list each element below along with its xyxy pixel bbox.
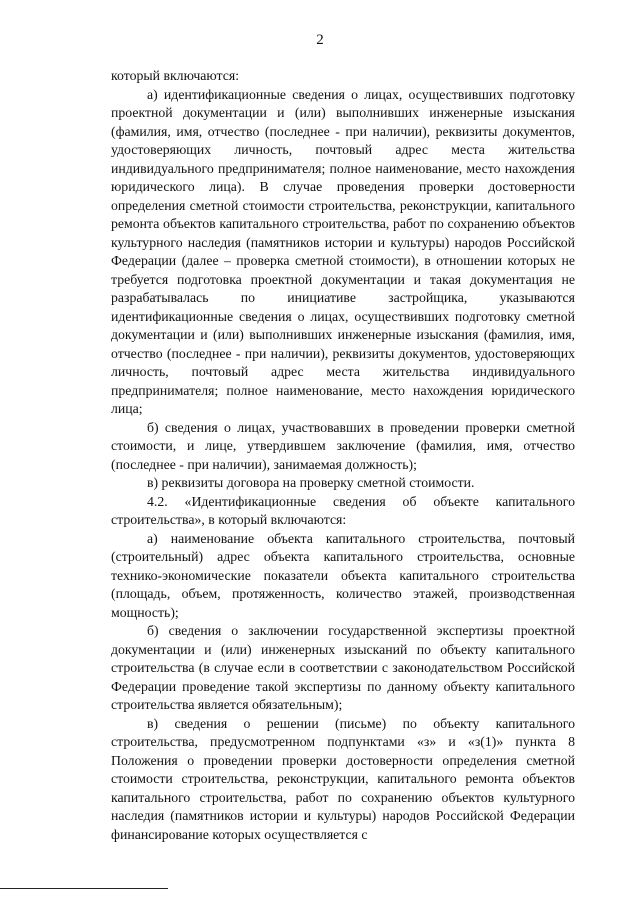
paragraph-item-a-contractors: а) идентификационные сведения о лицах, осуществивших подготовку проектной документации и (или) выполнивших инженерные изыскания (фамилия, имя, отчество (последнее - при наличии), реквизиты документов, удостоверяющих личность, почтовый адрес места жительства индивидуального предпринимателя; полное наименование, место нахождения юридического лица). В случае проведения проверки достоверности определения сметной стоимости строительства, реконструкции, капитального ремонта объектов капитального строительства, работ по сохранению объектов культурного наследия (памятников истории и культуры) народов Российской Федерации (далее – проверка сметной стоимости), в отношении которых не требуется подготовка проектной документации и такая документация не разрабатывалась по инициативе застройщика, указываются идентификационные сведения о лицах, осуществивших подготовку сметной документации и (или) выполнивших инженерные изыскания (фамилия, имя, отчество (последнее - при наличии), реквизиты документов, удостоверяющих личность, почтовый адрес места жительства индивидуального предпринимателя; полное наименование, место нахождения юридического лица; [111, 86, 575, 416]
paragraph-item-b-participants: б) сведения о лицах, участвовавших в проведении проверки сметной стоимости, и лице, утвердившем заключение (фамилия, имя, отчество (последнее - при наличии), занимаемая должность); [111, 419, 575, 472]
paragraph-continuation: который включаются: [111, 68, 240, 83]
paragraph-item-v-decision: в) сведения о решении (письме) по объекту капитального строительства, предусмотренном подпунктами «з» и «з(1)» пункта 8 Положения о проведении проверки достоверности определения сметной стоимости строительства, реконструкции, капитального ремонта объектов капитального строительства, работ по сохранению объектов культурного наследия (памятников истории и культуры) народов Российской Федерации финансирование которых осуществляется с [111, 715, 575, 842]
paragraph-section-4-2: 4.2. «Идентификационные сведения об объекте капитального строительства», в который включаются: [111, 493, 575, 527]
page-number: 2 [316, 32, 324, 48]
footer-separator-line [0, 888, 168, 889]
document-body [111, 67, 575, 844]
paragraph-item-a-object-name: а) наименование объекта капитального строительства, почтовый (строительный) адрес объекта капитального строительства, основные технико-экономические показатели объекта капитального строительства (площадь, объем, протяженность, количество этажей, производственная мощность); [111, 530, 575, 620]
paragraph-item-b-expertise: б) сведения о заключении государственной экспертизы проектной документации и (или) инженерных изысканий по объекту капитального строительства (в случае если в соответствии с законодательством Российской Федерации проведение такой экспертизы по данному объекту капитального строительства является обязательным); [111, 623, 575, 712]
paragraph-item-v-contract: в) реквизиты договора на проверку сметной стоимости. [147, 475, 475, 490]
